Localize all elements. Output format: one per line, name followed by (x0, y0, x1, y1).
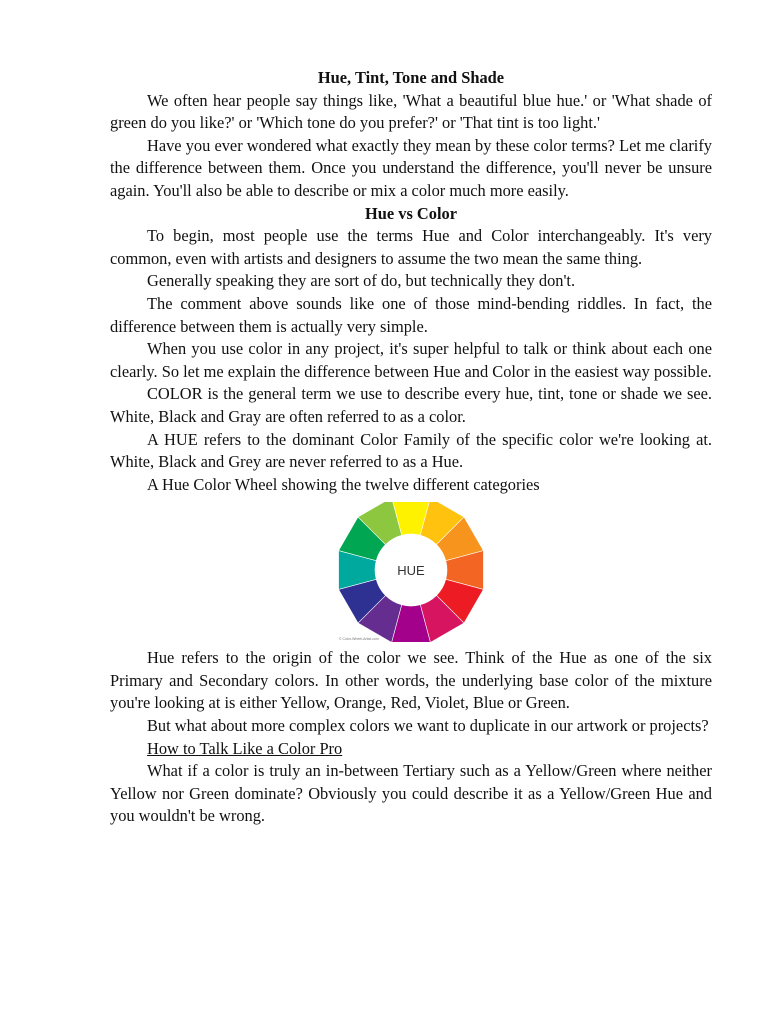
paragraph: Have you ever wondered what exactly they mean by these color terms? Let me clarify the difference between them. Once you understand the difference, you'll never be unsure again. You'll also be able to describe or mix a color much more easily. (110, 135, 712, 200)
subheading-link[interactable] (110, 738, 712, 761)
section-heading: Hue vs Color (365, 203, 457, 223)
figure-caption: A Hue Color Wheel showing the twelve different categories (147, 474, 540, 494)
hue-color-wheel (335, 502, 487, 642)
paragraph: When you use color in any project, it's super helpful to talk or think about each one clearly. So let me explain the difference between Hue and Color in the easiest way possible. (110, 339, 712, 381)
paragraph: The comment above sounds like one of those mind-bending riddles. In fact, the difference between them is actually very simple. (110, 293, 712, 336)
paragraph: We often hear people say things like, 'What a beautiful blue hue.' or 'What shade of green do you like?' or 'Which tone do you prefer?' or 'That tint is too light.' (110, 90, 712, 133)
paragraph: COLOR is the general term we use to describe every hue, tint, tone or shade we see. White, Black and Gray are often referred to as a color. (110, 384, 712, 426)
paragraph: Generally speaking they are sort of do, but technically they don't. (147, 271, 576, 291)
paragraph: To begin, most people use the terms Hue and Color interchangeably. It's very common, even with artists and designers to assume the two mean the same thing. (110, 226, 712, 268)
paragraph: A HUE refers to the dominant Color Family of the specific color we're looking at. White, Black and Grey are never referred to as a Hue. (110, 429, 712, 472)
hue-color-wheel-figure (110, 502, 712, 642)
wheel-credit: © Color-Wheel-Artist.com (339, 637, 379, 642)
paragraph: Hue refers to the origin of the color we see. Think of the Hue as one of the six Primary and Secondary colors. In other words, the underlying base color of the mixture you're looking at is either Yellow, Orange, Red, Violet, Blue or Green. (110, 648, 712, 713)
paragraph: What if a color is truly an in-between Tertiary such as a Yellow/Green where neither Yellow nor Green dominate? Obviously you could describe it as a Yellow/Green Hue and you wouldn't be wrong. (110, 761, 712, 826)
paragraph: But what about more complex colors we want to duplicate in our artwork or projects? (147, 716, 709, 736)
color-pro-link[interactable]: How to Talk Like a Color Pro (147, 738, 343, 758)
document-body (110, 67, 712, 828)
wheel-center-label: HUE (397, 563, 425, 579)
page-title: Hue, Tint, Tone and Shade (317, 68, 505, 87)
